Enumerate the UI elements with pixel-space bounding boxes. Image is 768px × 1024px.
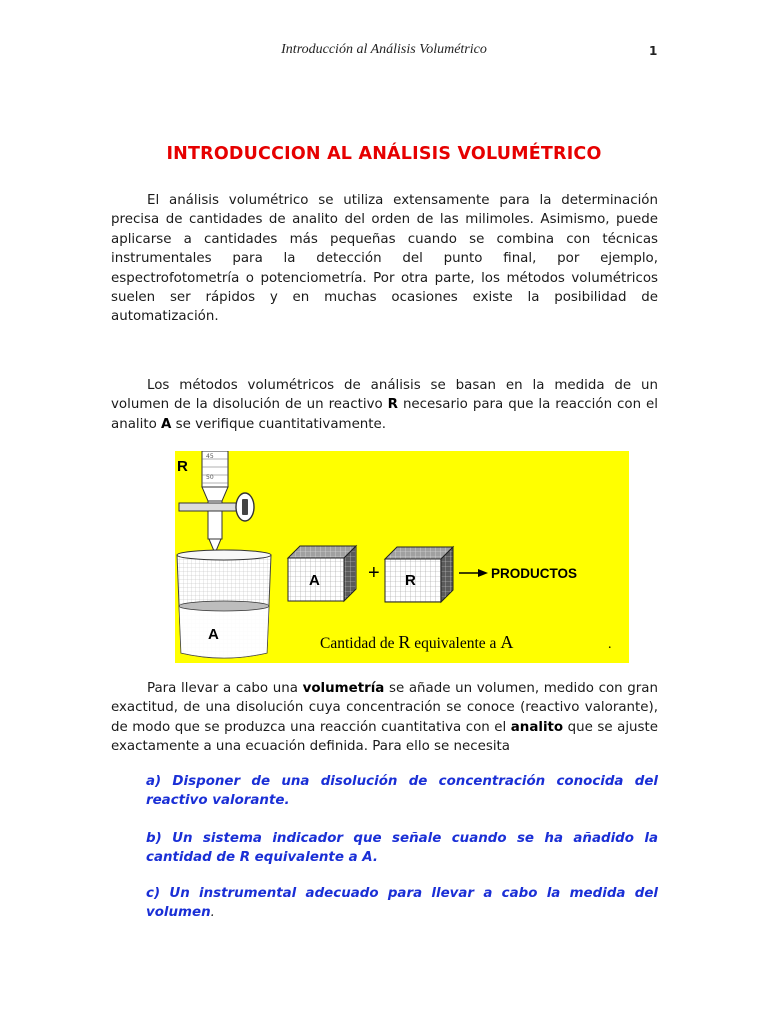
analyte-A-bold: A: [161, 416, 172, 432]
caption-middle: equivalente a: [410, 635, 501, 652]
paragraph-volumetry-text-2: se añade un volumen, medido con gran exactitud, de una disolución cuya concentración se conoce (reactivo valorante), de modo que se produzca una reacción cuantitativa con el: [111, 681, 658, 735]
paragraph-volumetry-text-3: que se ajuste exactamente a una ecuación definida. Para ello se necesita: [111, 719, 658, 755]
analito-bold: analito: [510, 719, 564, 735]
requirement-c-dot: .: [210, 905, 215, 921]
caption-prefix: Cantidad de: [320, 635, 399, 652]
paragraph-methods: [111, 376, 658, 434]
beaker: [177, 550, 271, 658]
caption-A: A: [500, 632, 514, 652]
paragraph-methods-text-3: se verifique cuantitativamente.: [171, 416, 387, 432]
cube-reagent: [385, 547, 453, 602]
burette-label-R: R: [177, 458, 188, 475]
volumetria-bold: volumetría: [302, 681, 385, 696]
requirement-a: a) Disponer de una disolución de concentración conocida del reactivo valorante.: [146, 774, 658, 809]
beaker-label-A: A: [208, 626, 219, 643]
figure-caption: [320, 632, 513, 652]
burette-mark-45: 45: [206, 453, 214, 460]
cube-label-R: R: [405, 572, 416, 589]
paragraph-intro: El análisis volumétrico se utiliza extensamente para la determinación precisa de cantidades de analito del orden de las milimoles. Asimismo, puede aplicarse a cantidades más pequeñas cuando se combina con técnicas instrumentales para la detección del punto final, por ejemplo, espectrofotometría o potenciometría. Por otra parte, los métodos volumétricos suelen ser rápidos y en muchas ocasiones existe la posibilidad de automatización.: [111, 193, 658, 325]
cube-analyte: [288, 546, 356, 601]
paragraph-volumetry: [111, 679, 658, 757]
burette-mark-50: 50: [206, 474, 214, 481]
reagent-R-bold: R: [387, 397, 398, 413]
caption-R: R: [398, 632, 411, 652]
page-number: 1: [649, 44, 658, 58]
titration-diagram: [175, 451, 629, 663]
running-header-title: Introducción al Análisis Volumétrico: [281, 42, 487, 57]
requirement-c: [146, 884, 658, 923]
paragraph-methods-text-2: necesario para que la reacción con el analito: [111, 397, 658, 432]
requirement-c-text: c) Un instrumental adecuado para llevar a cabo la medida del volumen: [146, 886, 658, 921]
paragraph-volumetry-text-1: Para llevar a cabo una: [147, 681, 303, 696]
products-label: PRODUCTOS: [491, 566, 578, 581]
caption-dot: .: [608, 637, 612, 652]
cube-label-A: A: [309, 572, 320, 589]
plus-sign: +: [368, 562, 380, 584]
document-title: INTRODUCCION AL ANÁLISIS VOLUMÉTRICO: [166, 144, 602, 164]
requirement-b: b) Un sistema indicador que señale cuando se ha añadido la cantidad de R equivalente a A.: [146, 831, 658, 866]
paragraph-methods-text-1: Los métodos volumétricos de análisis se basan en la medida de un volumen de la disolución de un reactivo: [111, 378, 658, 413]
